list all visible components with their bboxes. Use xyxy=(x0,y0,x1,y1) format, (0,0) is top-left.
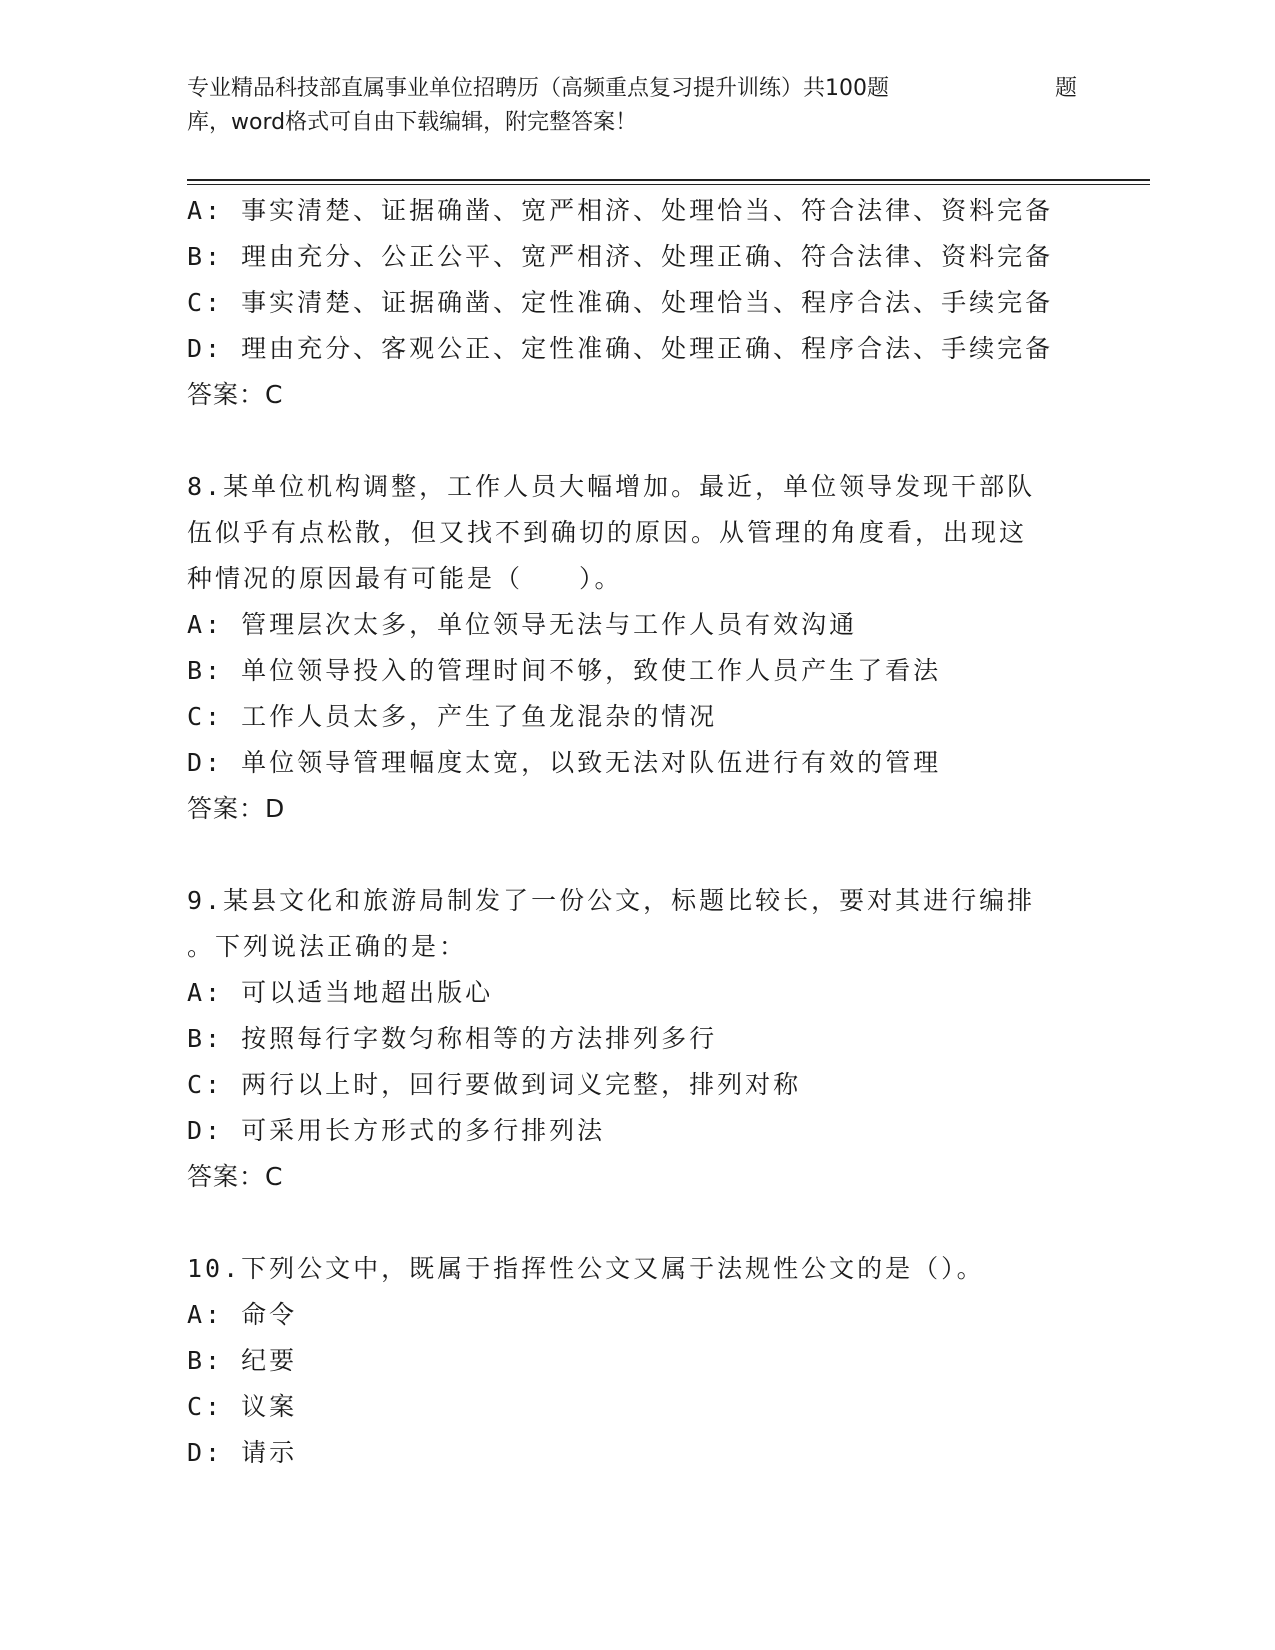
question-spacer xyxy=(187,1200,1107,1246)
question-7-option-a: A: 事实清楚、证据确凿、宽严相济、处理恰当、符合法律、资料完备 xyxy=(187,196,1054,225)
header-title-line-1: 专业精品科技部直属事业单位招聘历（高频重点复习提升训练）共100题 xyxy=(187,76,889,101)
header-rule-thick xyxy=(187,179,1150,181)
question-10-stem-line-1: 10.下列公文中，既属于指挥性公文又属于法规性公文的是（）。 xyxy=(187,1254,985,1283)
question-spacer xyxy=(187,418,1107,464)
question-8-option-b: B: 单位领导投入的管理时间不够，致使工作人员产生了看法 xyxy=(187,656,942,685)
question-8-stem-line-2: 伍似乎有点松散，但又找不到确切的原因。从管理的角度看，出现这 xyxy=(187,518,1028,547)
question-8-answer: 答案：D xyxy=(187,794,286,823)
question-7-option-d: D: 理由充分、客观公正、定性准确、处理正确、程序合法、手续完备 xyxy=(187,334,1054,363)
header-title-line-2: 库，word格式可自由下载编辑，附完整答案！ xyxy=(187,110,638,135)
question-10 xyxy=(187,1246,1107,1476)
question-7-answer: 答案：C xyxy=(187,380,284,409)
question-10-option-d: D: 请示 xyxy=(187,1438,298,1467)
document-header xyxy=(187,72,1087,140)
question-list xyxy=(187,188,1107,1476)
question-8-option-a: A: 管理层次太多，单位领导无法与工作人员有效沟通 xyxy=(187,610,858,639)
question-spacer xyxy=(187,832,1107,878)
question-8-stem-line-3: 种情况的原因最有可能是（ ）。 xyxy=(187,564,623,593)
question-8-option-d: D: 单位领导管理幅度太宽，以致无法对队伍进行有效的管理 xyxy=(187,748,942,777)
question-9-option-d: D: 可采用长方形式的多行排列法 xyxy=(187,1116,606,1145)
header-rule-thin xyxy=(187,184,1150,185)
question-10-option-a: A: 命令 xyxy=(187,1300,298,1329)
question-9-option-b: B: 按照每行字数匀称相等的方法排列多行 xyxy=(187,1024,718,1053)
question-8-option-c: C: 工作人员太多，产生了鱼龙混杂的情况 xyxy=(187,702,718,731)
question-9-option-c: C: 两行以上时，回行要做到词义完整，排列对称 xyxy=(187,1070,802,1099)
question-8 xyxy=(187,464,1107,832)
header-title-tail: 题 xyxy=(1055,76,1078,101)
question-10-option-c: C: 议案 xyxy=(187,1392,298,1421)
question-9-option-a: A: 可以适当地超出版心 xyxy=(187,978,494,1007)
question-10-option-b: B: 纪要 xyxy=(187,1346,298,1375)
question-7 xyxy=(187,188,1107,418)
question-8-stem-line-1: 8.某单位机构调整，工作人员大幅增加。最近，单位领导发现干部队 xyxy=(187,472,1036,501)
question-7-option-b: B: 理由充分、公正公平、宽严相济、处理正确、符合法律、资料完备 xyxy=(187,242,1054,271)
question-9-stem-line-1: 9.某县文化和旅游局制发了一份公文，标题比较长，要对其进行编排 xyxy=(187,886,1036,915)
question-9-answer: 答案：C xyxy=(187,1162,284,1191)
question-9-stem-line-2: 。下列说法正确的是： xyxy=(187,932,468,961)
question-9 xyxy=(187,878,1107,1200)
question-7-option-c: C: 事实清楚、证据确凿、定性准确、处理恰当、程序合法、手续完备 xyxy=(187,288,1054,317)
